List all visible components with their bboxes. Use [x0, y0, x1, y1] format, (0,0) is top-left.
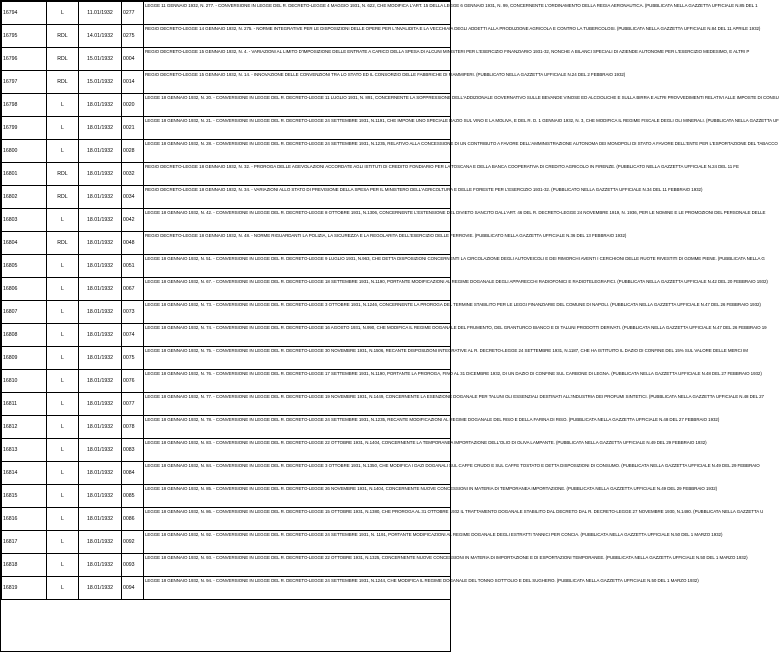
row-description: LEGGE 18 GENNAIO 1932, N. 84. - CONVERSIONE IN LEGGE DEL R. DECRETO-LEGGE 3 OTTOBRE 1931, N.1350, CHE MODIFICA I DAZI DOGANALI SUL CAFFE CRUDO E SUL CAFFE TOSTATO E DETTA DISPOSIZIONI DI CONSUMO. (PUBBLICATA NELLA GAZZETTA UFFICIALE N.49 DEL 29 FEBBRAIO [144, 462, 451, 485]
row-number: 16813 [2, 439, 47, 462]
row-type: RDL [47, 71, 79, 94]
row-number: 16806 [2, 278, 47, 301]
row-description: LEGGE 18 GENNAIO 1932, N. 51. - CONVERSIONE IN LEGGE DEL R. DECRETO-LEGGE 9 LUGLIO 1931, N.963, CHE DETTA DISPOSIZIONI CONCERNENTI LA CIRCOLAZIONE DEGLI AUTOVEICOLI E DEI RIMORCHI AVENTI I CERCHIONI DELLE RUOTE RIVESTITI DI GOMME PIENE. (PUBBLICATA NELLA G [144, 255, 451, 278]
row-number: 16817 [2, 531, 47, 554]
row-date: 18.01/1932 [79, 554, 122, 577]
row-date: 18.01/1932 [79, 370, 122, 393]
row-date: 18.01/1932 [79, 209, 122, 232]
row-number: 16819 [2, 577, 47, 600]
row-act-number: 0048 [122, 232, 144, 255]
row-date: 18.01/1932 [79, 163, 122, 186]
table-row [2, 71, 451, 94]
table-row [2, 255, 451, 278]
row-type: L [47, 347, 79, 370]
row-act-number: 0078 [122, 416, 144, 439]
row-description: LEGGE 18 GENNAIO 1932, N. 67. - CONVERSIONE IN LEGGE DEL R. DECRETO-LEGGE 18 SETTEMBRE 1931, N.1190, PORTANTE MODIFICAZIONI AL REGIME DOGANALE DEGLI APPARECCHI RADIOFONICI E RADIOTELEGRAFICI. (PUBBLICATA NELLA GAZZETTA UFFICIALE N.42 DEL 20 FEBBRAIO 1932) [144, 278, 451, 301]
row-number: 16804 [2, 232, 47, 255]
row-description: LEGGE 18 GENNAIO 1932, N. 73. - CONVERSIONE IN LEGGE DEL R. DECRETO-LEGGE 3 OTTOBRE 1931, N.1246, CONCERNENTE LA PROROGA DEL TERMINE STABILITO PER LE LEGGI FINANZIARIE DEL COMUNE DI NAPOLI. (PUBBLICATA NELLA GAZZETTA UFFICIALE N.47 DEL 26 FEBBRAIO 1932) [144, 301, 451, 324]
row-date: 18.01/1932 [79, 140, 122, 163]
row-description: LEGGE 18 GENNAIO 1932, N. 76. - CONVERSIONE IN LEGGE DEL R. DECRETO-LEGGE 17 SETTEMBRE 1931, N.1190, PORTANTE LA PROROGA, FINO AL 31 DICEMBRE 1932, DI UN DAZIO DI CONFINE SUL CARBONE DI LEGNA. (PUBBLICATA NELLA GAZZETTA UFFICIALE N.48 DEL 27 FEBBRAIO 1932) [144, 370, 451, 393]
table-row [2, 347, 451, 370]
row-description: LEGGE 18 GENNAIO 1932, N. 93. - CONVERSIONE IN LEGGE DEL R. DECRETO-LEGGE 22 OTTOBRE 1931, N.1325, CONCERNENTE NUOVE CONCESSIONI IN MATERIA DI IMPORTAZIONE E DI ESPORTAZIONI TEMPORANEE. (PUBBLICATA NELLA GAZZETTA UFFICIALE N.50 DEL 1 MARZO 1932) [144, 554, 451, 577]
row-act-number: 0021 [122, 117, 144, 140]
row-act-number: 0032 [122, 163, 144, 186]
row-act-number: 0051 [122, 255, 144, 278]
row-act-number: 0028 [122, 140, 144, 163]
table-row [2, 531, 451, 554]
row-type: L [47, 94, 79, 117]
row-act-number: 0067 [122, 278, 144, 301]
row-description: REGIO DECRETO-LEGGE 18 GENNAIO 1932, N. 34. - VARIAZIONI ALLO STATO DI PREVISIONE DELLA SPESA PER IL MINISTERO DELL'AGRICOLTURA E DELLE FORESTE PER L'ESERCIZIO 1931-32. (PUBBLICATO NELLA GAZZETTA UFFICIALE N.34 DEL 11 FEBBRAIO 1932) [144, 186, 451, 209]
row-date: 18.01/1932 [79, 347, 122, 370]
row-number: 16815 [2, 485, 47, 508]
row-type: L [47, 140, 79, 163]
row-number: 16797 [2, 71, 47, 94]
row-number: 16803 [2, 209, 47, 232]
row-description: REGIO DECRETO-LEGGE 18 GENNAIO 1932, N. 48. - NORME RIGUARDANTI LA POLIZIA, LA SICUREZZA E LA REGOLARITA DELL'ESERCIZIO DELLE FERROVIE. (PUBBLICATO NELLA GAZZETTA UFFICIALE N.36 DEL 13 FEBBRAIO 1932) [144, 232, 451, 255]
row-act-number: 0084 [122, 462, 144, 485]
row-act-number: 0077 [122, 393, 144, 416]
table-row [2, 163, 451, 186]
row-description: LEGGE 18 GENNAIO 1932, N. 83. - CONVERSIONE IN LEGGE DEL R. DECRETO-LEGGE 22 OTTOBRE 1931, N.1404, CONCERNENTE LA TEMPORANEA IMPORTAZIONE DELL'OLIO DI OLIVA LAMPANTE. (PUBBLICATA NELLA GAZZETTA UFFICIALE N.49 DEL 29 FEBBRAIO 1932) [144, 439, 451, 462]
row-act-number: 0275 [122, 25, 144, 48]
row-description: LEGGE 18 GENNAIO 1932, N. 21. - CONVERSIONE IN LEGGE DEL R. DECRETO-LEGGE 24 SETTEMBRE 1931, N.1191, CHE IMPONE UNO SPECIALE DAZIO SUL VINO E LA MOLIVA, E DEL R. D. 1 GENNAIO 1932, N. 3, CHE MODIFICA IL REGIME FISCALE DEGLI OLI MINERALI. (PUBBLICATA NELLA GAZZETTA UF [144, 117, 451, 140]
row-type: RDL [47, 25, 79, 48]
row-act-number: 0074 [122, 324, 144, 347]
row-description: LEGGE 18 GENNAIO 1932, N. 28. - CONVERSIONE IN LEGGE DEL R. DECRETO-LEGGE 24 SETTEMBRE 1931, N.1235, RELATIVO ALLA CONCESSIONE DI UN CONTRIBUTO A FAVORE DELL'AMMINISTRAZIONE AUTONOMA DEI MONOPOLI DI STATO A FAVORE DELL'ENTE PER L'ESPORTAZIONE DEL TABACCO [144, 140, 451, 163]
table-row [2, 278, 451, 301]
row-type: L [47, 462, 79, 485]
row-type: L [47, 370, 79, 393]
row-number: 16807 [2, 301, 47, 324]
row-date: 18.01/1932 [79, 393, 122, 416]
row-date: 18.01/1932 [79, 232, 122, 255]
row-date: 18.01/1932 [79, 117, 122, 140]
row-description: LEGGE 18 GENNAIO 1932, N. 20. - CONVERSIONE IN LEGGE DEL R. DECRETO-LEGGE 11 LUGLIO 1931, N. 891, CONCERNENTE LA SOPPRESSIONE DELL'ADDIZIONALE GOVERNATIVO SULLE BEVANDE VINOSE ED ALCOOLICHE E SULLA BIRRA E ALTRI PROVVEDIMENTI RELATIVI ALLE IMPOSTE DI CONSU [144, 94, 451, 117]
row-description: LEGGE 11 GENNAIO 1932, N. 277. - CONVERSIONE IN LEGGE DEL R. DECRETO-LEGGE 4 MAGGIO 1931, N. 622, CHE MODIFICA L'ART. 15 DELLA LEGGE 6 GENNAIO 1931, N. 99, CONCERNENTE L'ORDINAMENTO DELLA REGIA AERONAUTICA. (PUBBLICATA NELLA GAZZETTA UFFICIALE N.85 DEL 1 [144, 2, 451, 25]
table-row [2, 324, 451, 347]
row-type: L [47, 278, 79, 301]
row-date: 18.01/1932 [79, 416, 122, 439]
row-number: 16816 [2, 508, 47, 531]
row-act-number: 0086 [122, 508, 144, 531]
row-act-number: 0093 [122, 554, 144, 577]
row-act-number: 0014 [122, 71, 144, 94]
row-date: 18.01/1932 [79, 485, 122, 508]
table-row [2, 370, 451, 393]
row-date: 18.01/1932 [79, 186, 122, 209]
row-description: REGIO DECRETO-LEGGE 15 GENNAIO 1932, N. 14. - INNOVAZIONE DELLE CONVENZIONI TRA LO STATO ED IL CONSORZIO DELLE FABBRICHE DI FIAMMIFERI. (PUBBLICATO NELLA GAZZETTA UFFICIALE N.24 DEL 2 FEBBRAIO 1932) [144, 71, 451, 94]
table-body [2, 2, 779, 600]
table-row [2, 393, 451, 416]
table-row [2, 25, 451, 48]
table-row [2, 94, 451, 117]
row-number: 16801 [2, 163, 47, 186]
row-date: 14.01/1932 [79, 25, 122, 48]
table-row [2, 416, 451, 439]
row-date: 18.01/1932 [79, 439, 122, 462]
row-number: 16805 [2, 255, 47, 278]
row-description: REGIO DECRETO-LEGGE 18 GENNAIO 1932, N. 32. - PROROGA DELLE AGEVOLAZIONI ACCORDATE AGLI ISTITUTI DI CREDITO FONDIARIO PER LA TOSCANA E DELLA BANCA COOPERATIVA DI CREDITO AGRICOLO IN FIRENZE. (PUBBLICATO NELLA GAZZETTA UFFICIALE N.24 DEL 11 FE [144, 163, 451, 186]
row-type: RDL [47, 232, 79, 255]
row-type: RDL [47, 186, 79, 209]
table-row [2, 462, 451, 485]
row-date: 18.01/1932 [79, 508, 122, 531]
row-type: L [47, 508, 79, 531]
row-act-number: 0092 [122, 531, 144, 554]
row-type: L [47, 209, 79, 232]
row-number: 16796 [2, 48, 47, 71]
row-type: L [47, 117, 79, 140]
row-date: 15.01/1932 [79, 71, 122, 94]
row-description: LEGGE 18 GENNAIO 1932, N. 74. - CONVERSIONE IN LEGGE DEL R. DECRETO-LEGGE 16 AGOSTO 1931, N.990, CHE MODIFICA IL REGIME DOGANALE DEL FRUMENTO, DEL GRANTURCO BIANCO E DI TALUNI PRODOTTI DERIVATI. (PUBBLICATA NELLA GAZZETTA UFFICIALE N.47 DEL 26 FEBBRAIO 19 [144, 324, 451, 347]
row-number: 16814 [2, 462, 47, 485]
table-row [2, 117, 451, 140]
row-date: 11.01/1932 [79, 2, 122, 25]
row-description: LEGGE 18 GENNAIO 1932, N. 92. - CONVERSIONE IN LEGGE DEL R. DECRETO-LEGGE 24 SETTEMBRE 1931, N. 1191, PORTANTE MODIFICAZIONI AL REGIME DOGANALE DEGLI ESTRATTI TANNICI PER CONCIA. (PUBBLICATA NELLA GAZZETTA UFFICIALE N.50 DEL 1 MARZO 1932) [144, 531, 451, 554]
row-date: 18.01/1932 [79, 462, 122, 485]
row-date: 18.01/1932 [79, 577, 122, 600]
row-type: L [47, 416, 79, 439]
row-date: 18.01/1932 [79, 301, 122, 324]
row-act-number: 0020 [122, 94, 144, 117]
row-type: RDL [47, 163, 79, 186]
legislation-table [1, 1, 779, 600]
table-row [2, 2, 451, 25]
table-row [2, 209, 451, 232]
table-row [2, 186, 451, 209]
row-type: L [47, 393, 79, 416]
row-date: 18.01/1932 [79, 324, 122, 347]
row-description: LEGGE 18 GENNAIO 1932, N. 94. - CONVERSIONE IN LEGGE DEL R. DECRETO-LEGGE 24 SETTEMBRE 1931, N.1244, CHE MODIFICA IL REGIME DOGANALE DEL TONNO SOTT'OLIO E DEL SUGHERO. (PUBBLICATA NELLA GAZZETTA UFFICIALE N.50 DEL 1 MARZO 1932) [144, 577, 451, 600]
row-number: 16811 [2, 393, 47, 416]
row-date: 18.01/1932 [79, 94, 122, 117]
row-number: 16810 [2, 370, 47, 393]
row-act-number: 0004 [122, 48, 144, 71]
table-row [2, 439, 451, 462]
row-act-number: 0076 [122, 370, 144, 393]
row-number: 16809 [2, 347, 47, 370]
row-date: 15.01/1932 [79, 48, 122, 71]
row-type: L [47, 577, 79, 600]
row-date: 18.01/1932 [79, 278, 122, 301]
row-description: LEGGE 18 GENNAIO 1932, N. 86. - CONVERSIONE IN LEGGE DEL R. DECRETO-LEGGE 15 OTTOBRE 1931, N.1380, CHE PROROGA AL 31 OTTOBRE 1932 IL TRATTAMENTO DOGANALE STABILITO DAL DECRETO DAL R. DECRETO-LEGGE 27 NOVEMBRE 1930, N.1480. (PUBBLICATA NELLA GAZZETTA U [144, 508, 451, 531]
row-number: 16798 [2, 94, 47, 117]
row-number: 16818 [2, 554, 47, 577]
row-act-number: 0034 [122, 186, 144, 209]
row-act-number: 0075 [122, 347, 144, 370]
table-row [2, 140, 451, 163]
row-type: L [47, 324, 79, 347]
row-description: LEGGE 18 GENNAIO 1932, N. 77. - CONVERSIONE IN LEGGE DEL R. DECRETO-LEGGE 19 NOVEMBRE 1931, N.1449, CONCERNENTE LA ESENZIONE DOGANALE PER TALUNI OLI ESSENZIALI DESTINATI ALL'INDUSTRIA DEI PROFUMI SINTETICI. (PUBBLICATA NELLA GAZZETTA UFFICIALE N.48 DEL 27 [144, 393, 451, 416]
table-row [2, 48, 451, 71]
row-act-number: 0083 [122, 439, 144, 462]
row-description: REGIO DECRETO-LEGGE 14 GENNAIO 1932, N. 275. - NORME INTEGRATIVE PER LE DISPOSIZIONI DELLE OPERE PER L'INVALIDITA E LA VECCHIAIA DEGLI ADDETTI ALLA PRODUZIONE AGRICOLA E CONTRO LA TUBERCOLOSI. (PUBBLICATA NELLA GAZZETTA UFFICIALE N.84 DEL 11 APRILE 1932) [144, 25, 451, 48]
row-type: L [47, 2, 79, 25]
row-number: 16795 [2, 25, 47, 48]
row-number: 16800 [2, 140, 47, 163]
table-row [2, 232, 451, 255]
row-act-number: 0042 [122, 209, 144, 232]
row-description: LEGGE 18 GENNAIO 1932, N. 78. - CONVERSIONE IN LEGGE DEL R. DECRETO-LEGGE 24 SETTEMBRE 1931, N.1235, RECANTE MODIFICAZIONI AL REGIME DOGANALE DEL RISO E DELLA FARINA DI RISO. (PUBBLICATA NELLA GAZZETTA UFFICIALE N.48 DEL 27 FEBBRAIO 1932) [144, 416, 451, 439]
row-type: L [47, 301, 79, 324]
row-description: LEGGE 18 GENNAIO 1932, N. 42. - CONVERSIONE IN LEGGE DEL R. DECRETO-LEGGE 8 OTTOBRE 1931, N.1306, CONCERNENTE L'ESTENSIONE DEL DIVIETO SANCITO DALL'ART. 46 DEL R. DECRETO-LEGGE 24 NOVEMBRE 1919, N. 1936, PER LE NOMINE E LE PROMOZIONI DEL PERSONALE DELLE [144, 209, 451, 232]
row-type: L [47, 554, 79, 577]
row-type: L [47, 255, 79, 278]
row-number: 16799 [2, 117, 47, 140]
row-number: 16812 [2, 416, 47, 439]
table-row [2, 554, 451, 577]
row-type: RDL [47, 48, 79, 71]
row-number: 16808 [2, 324, 47, 347]
table-row [2, 577, 451, 600]
table-row [2, 508, 451, 531]
row-act-number: 0094 [122, 577, 144, 600]
row-date: 18.01/1932 [79, 531, 122, 554]
row-act-number: 0085 [122, 485, 144, 508]
row-date: 18.01/1932 [79, 255, 122, 278]
row-description: LEGGE 18 GENNAIO 1932, N. 75. - CONVERSIONE IN LEGGE DEL R. DECRETO-LEGGE 30 NOVEMBRE 1931, N.1506, RECANTE DISPOSIZIONI INTEGRATIVE AL R. DECRETO-LEGGE 24 SETTEMBRE 1931, N.1187, CHE HA ISTITUITO IL DAZIO DI CONFINE DEL 15% SUL VALORE DELLE MERCI IM [144, 347, 451, 370]
row-description: LEGGE 18 GENNAIO 1932, N. 85. - CONVERSIONE IN LEGGE DEL R. DECRETO-LEGGE 26 NOVEMBRE 1931, N.1404, CONCERNENTE NUOVE CONCESSIONI IN MATERIA DI TEMPORANEA IMPORTAZIONE. (PUBBLICATA NELLA GAZZETTA UFFICIALE N.49 DEL 29 FEBBRAIO 1932) [144, 485, 451, 508]
row-type: L [47, 485, 79, 508]
row-number: 16802 [2, 186, 47, 209]
row-type: L [47, 439, 79, 462]
row-type: L [47, 531, 79, 554]
row-act-number: 0277 [122, 2, 144, 25]
table-row [2, 301, 451, 324]
row-number: 16794 [2, 2, 47, 25]
table-row [2, 485, 451, 508]
row-description: REGIO DECRETO-LEGGE 15 GENNAIO 1932, N. 4. - VARIAZIONI AL LIMITO D'IMPOSIZIONE DELLE ENTRATE A CARICO DELLA SPESA DI ALCUNI MINISTERI PER L'ESERCIZIO FINANZIARIO 1931-32, NONCHE A BILANCI SPECIALI DI AZIENDE AUTONOME PER L'ESERCIZIO MEDESIMO, E ALTRI P [144, 48, 451, 71]
row-act-number: 0073 [122, 301, 144, 324]
